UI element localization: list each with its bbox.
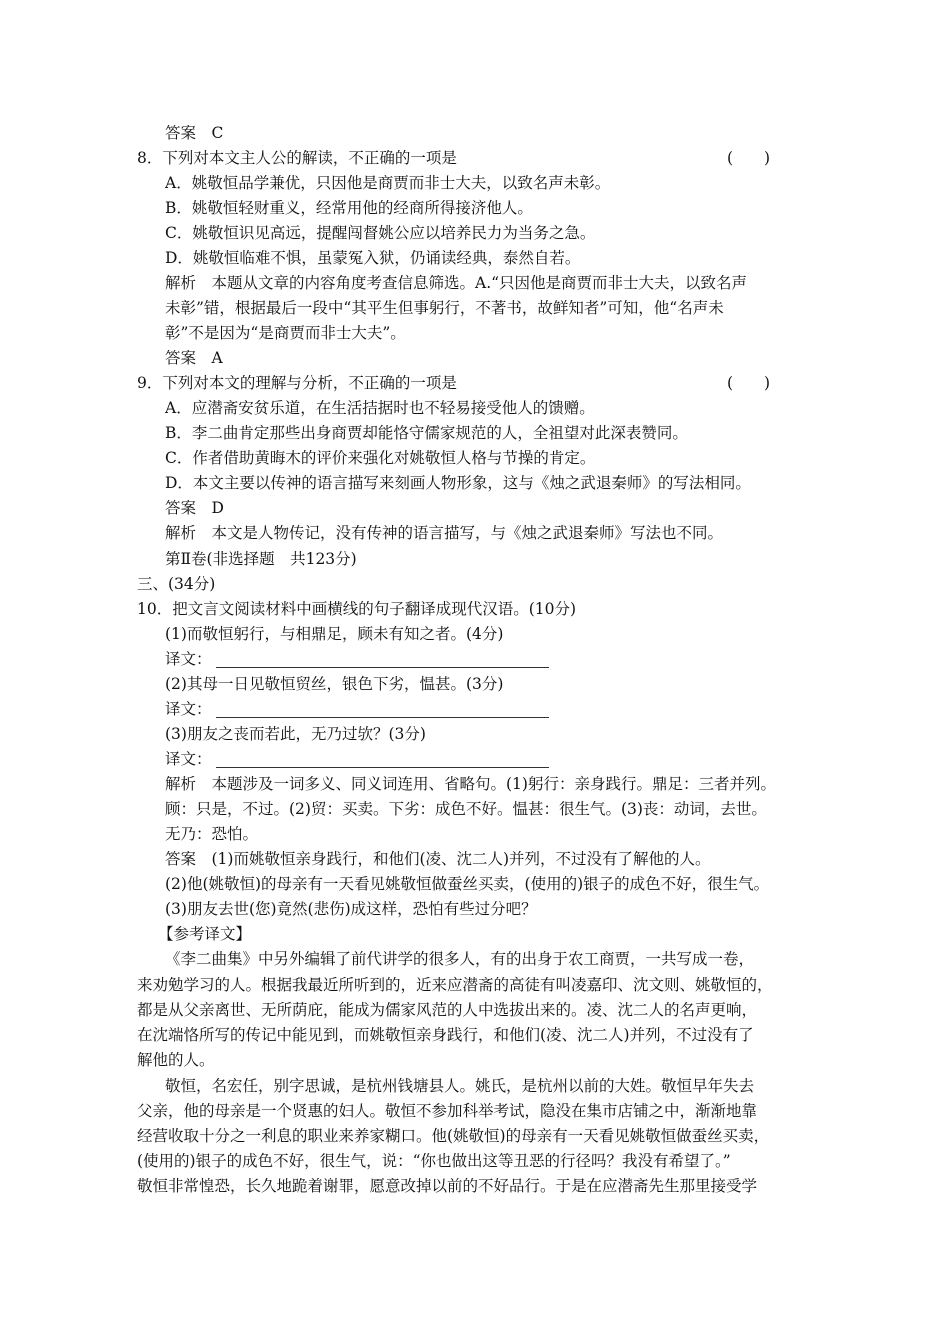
answer-line: 答案 (1)而姚敬恒亲身践行，和他们(凌、沈二人)并列，不过没有了解他的人。: [165, 850, 711, 868]
answer-paren: ( ): [727, 149, 771, 167]
translation-label: 译文：: [165, 700, 212, 718]
option-d: D．本文主要以传神的语言描写来刻画人物形象，这与《烛之武退秦师》的写法相同。: [165, 474, 751, 492]
translation-label: 译文：: [165, 650, 212, 668]
reference-line: 在沈端恪所写的传记中能见到，而姚敬恒亲身践行，和他们(凌、沈二人)并列，不过没有了: [137, 1026, 754, 1044]
sub-question-3: (3)朋友之丧而若此，无乃过欤？(3分): [165, 725, 426, 743]
sub-question-1: (1)而敬恒躬行，与相鼎足，顾未有知之者。(4分): [165, 625, 504, 643]
reference-heading: 【参考译文】: [158, 925, 252, 943]
analysis-line: 解析 本文是人物传记，没有传神的语言描写，与《烛之武退秦师》写法也不同。: [165, 524, 724, 542]
answer-line: (2)他(姚敬恒)的母亲有一天看见姚敬恒做蚕丝买卖，(使用的)银子的成色不好，很生气。: [165, 875, 770, 893]
reference-line: 来劝勉学习的人。根据我最近所听到的，近来应潜斋的高徒有叫凌嘉印、沈文则、姚敬恒的，: [137, 976, 773, 994]
reference-line: 父亲，他的母亲是一个贤惠的妇人。敬恒不参加科举考试，隐没在集市店铺之中，渐渐地靠: [137, 1102, 758, 1120]
question-8-stem: 8．下列对本文主人公的解读，不正确的一项是: [137, 149, 457, 167]
option-b: B．李二曲肯定那些出身商贾却能恪守儒家规范的人，全祖望对此深表赞同。: [165, 424, 688, 442]
analysis-line: 顾：只是，不过。(2)贸：买卖。下劣：成色不好。愠甚：很生气。(3)丧：动词，去世。: [165, 800, 767, 818]
sub-question-2: (2)其母一日见敬恒贸丝，银色下劣，愠甚。(3分): [165, 675, 504, 693]
reference-line: 经营收取十分之一利息的职业来养家糊口。他(姚敬恒)的母亲有一天看见姚敬恒做蚕丝买卖，: [137, 1127, 770, 1145]
option-a: A．姚敬恒品学兼优，只因他是商贾而非士大夫，以致名声未彰。: [165, 174, 611, 192]
analysis-line: 无乃：恐怕。: [165, 825, 259, 843]
translation-label: 译文：: [165, 750, 212, 768]
answer-line: (3)朋友去世(您)竟然(悲伤)成这样，恐怕有些过分吧？: [165, 900, 537, 918]
analysis-line: 解析 本题从文章的内容角度考查信息筛选。A.“只因他是商贾而非士大夫，以致名声: [165, 274, 748, 292]
question-10-stem: 10．把文言文阅读材料中画横线的句子翻译成现代汉语。(10分): [137, 600, 577, 618]
option-d: D．姚敬恒临难不惧，虽蒙冤入狱，仍诵读经典，泰然自若。: [165, 249, 581, 267]
reference-line: 《李二曲集》中另外编辑了前代讲学的很多人，有的出身于农工商贾，一共写成一卷，: [165, 950, 755, 968]
translation-blank[interactable]: [216, 767, 549, 768]
analysis-line: 彰”不是因为“是商贾而非士大夫”。: [165, 324, 406, 342]
analysis-line: 解析 本题涉及一词多义、同义词连用、省略句。(1)躬行：亲身践行。鼎足：三者并列。: [165, 775, 776, 793]
analysis-line: 未彰”错，根据最后一段中“其平生但事躬行，不著书，故鲜知者”可知，他“名声未: [165, 299, 724, 317]
translation-blank[interactable]: [216, 667, 549, 668]
reference-line: 敬恒非常惶恐，长久地跪着谢罪，愿意改掉以前的不好品行。于是在应潜斋先生那里接受学: [137, 1177, 758, 1195]
reference-line: 敬恒，名宏任，别字思诚，是杭州钱塘县人。姚氏，是杭州以前的大姓。敬恒早年失去: [165, 1077, 755, 1095]
volume-heading: 第Ⅱ卷(非选择题 共123分): [165, 550, 357, 568]
reference-line: 都是从父亲离世、无所荫庇，能成为儒家风范的人中选拔出来的。凌、沈二人的名声更响，: [137, 1001, 758, 1019]
answer-paren: ( ): [727, 374, 771, 392]
option-b: B．姚敬恒轻财重义，经常用他的经商所得接济他人。: [165, 199, 533, 217]
section-heading: 三、(34分): [137, 575, 216, 593]
question-9-stem: 9．下列对本文的理解与分析，不正确的一项是: [137, 374, 457, 392]
option-a: A．应潜斋安贫乐道，在生活拮据时也不轻易接受他人的馈赠。: [165, 399, 595, 417]
reference-line: 解他的人。: [137, 1051, 215, 1069]
option-c: C．姚敬恒识见高远，提醒闯督姚公应以培养民力为当务之急。: [165, 224, 596, 242]
translation-blank[interactable]: [216, 717, 549, 718]
reference-line: (使用的)银子的成色不好，很生气，说：“你也做出这等丑恶的行径吗？我没有希望了。”: [137, 1152, 731, 1170]
answer-text: 答案 C: [165, 124, 224, 142]
answer-text: 答案 D: [165, 499, 224, 517]
option-c: C．作者借助黄晦木的评价来强化对姚敬恒人格与节操的肯定。: [165, 449, 596, 467]
answer-text: 答案 A: [165, 349, 223, 367]
